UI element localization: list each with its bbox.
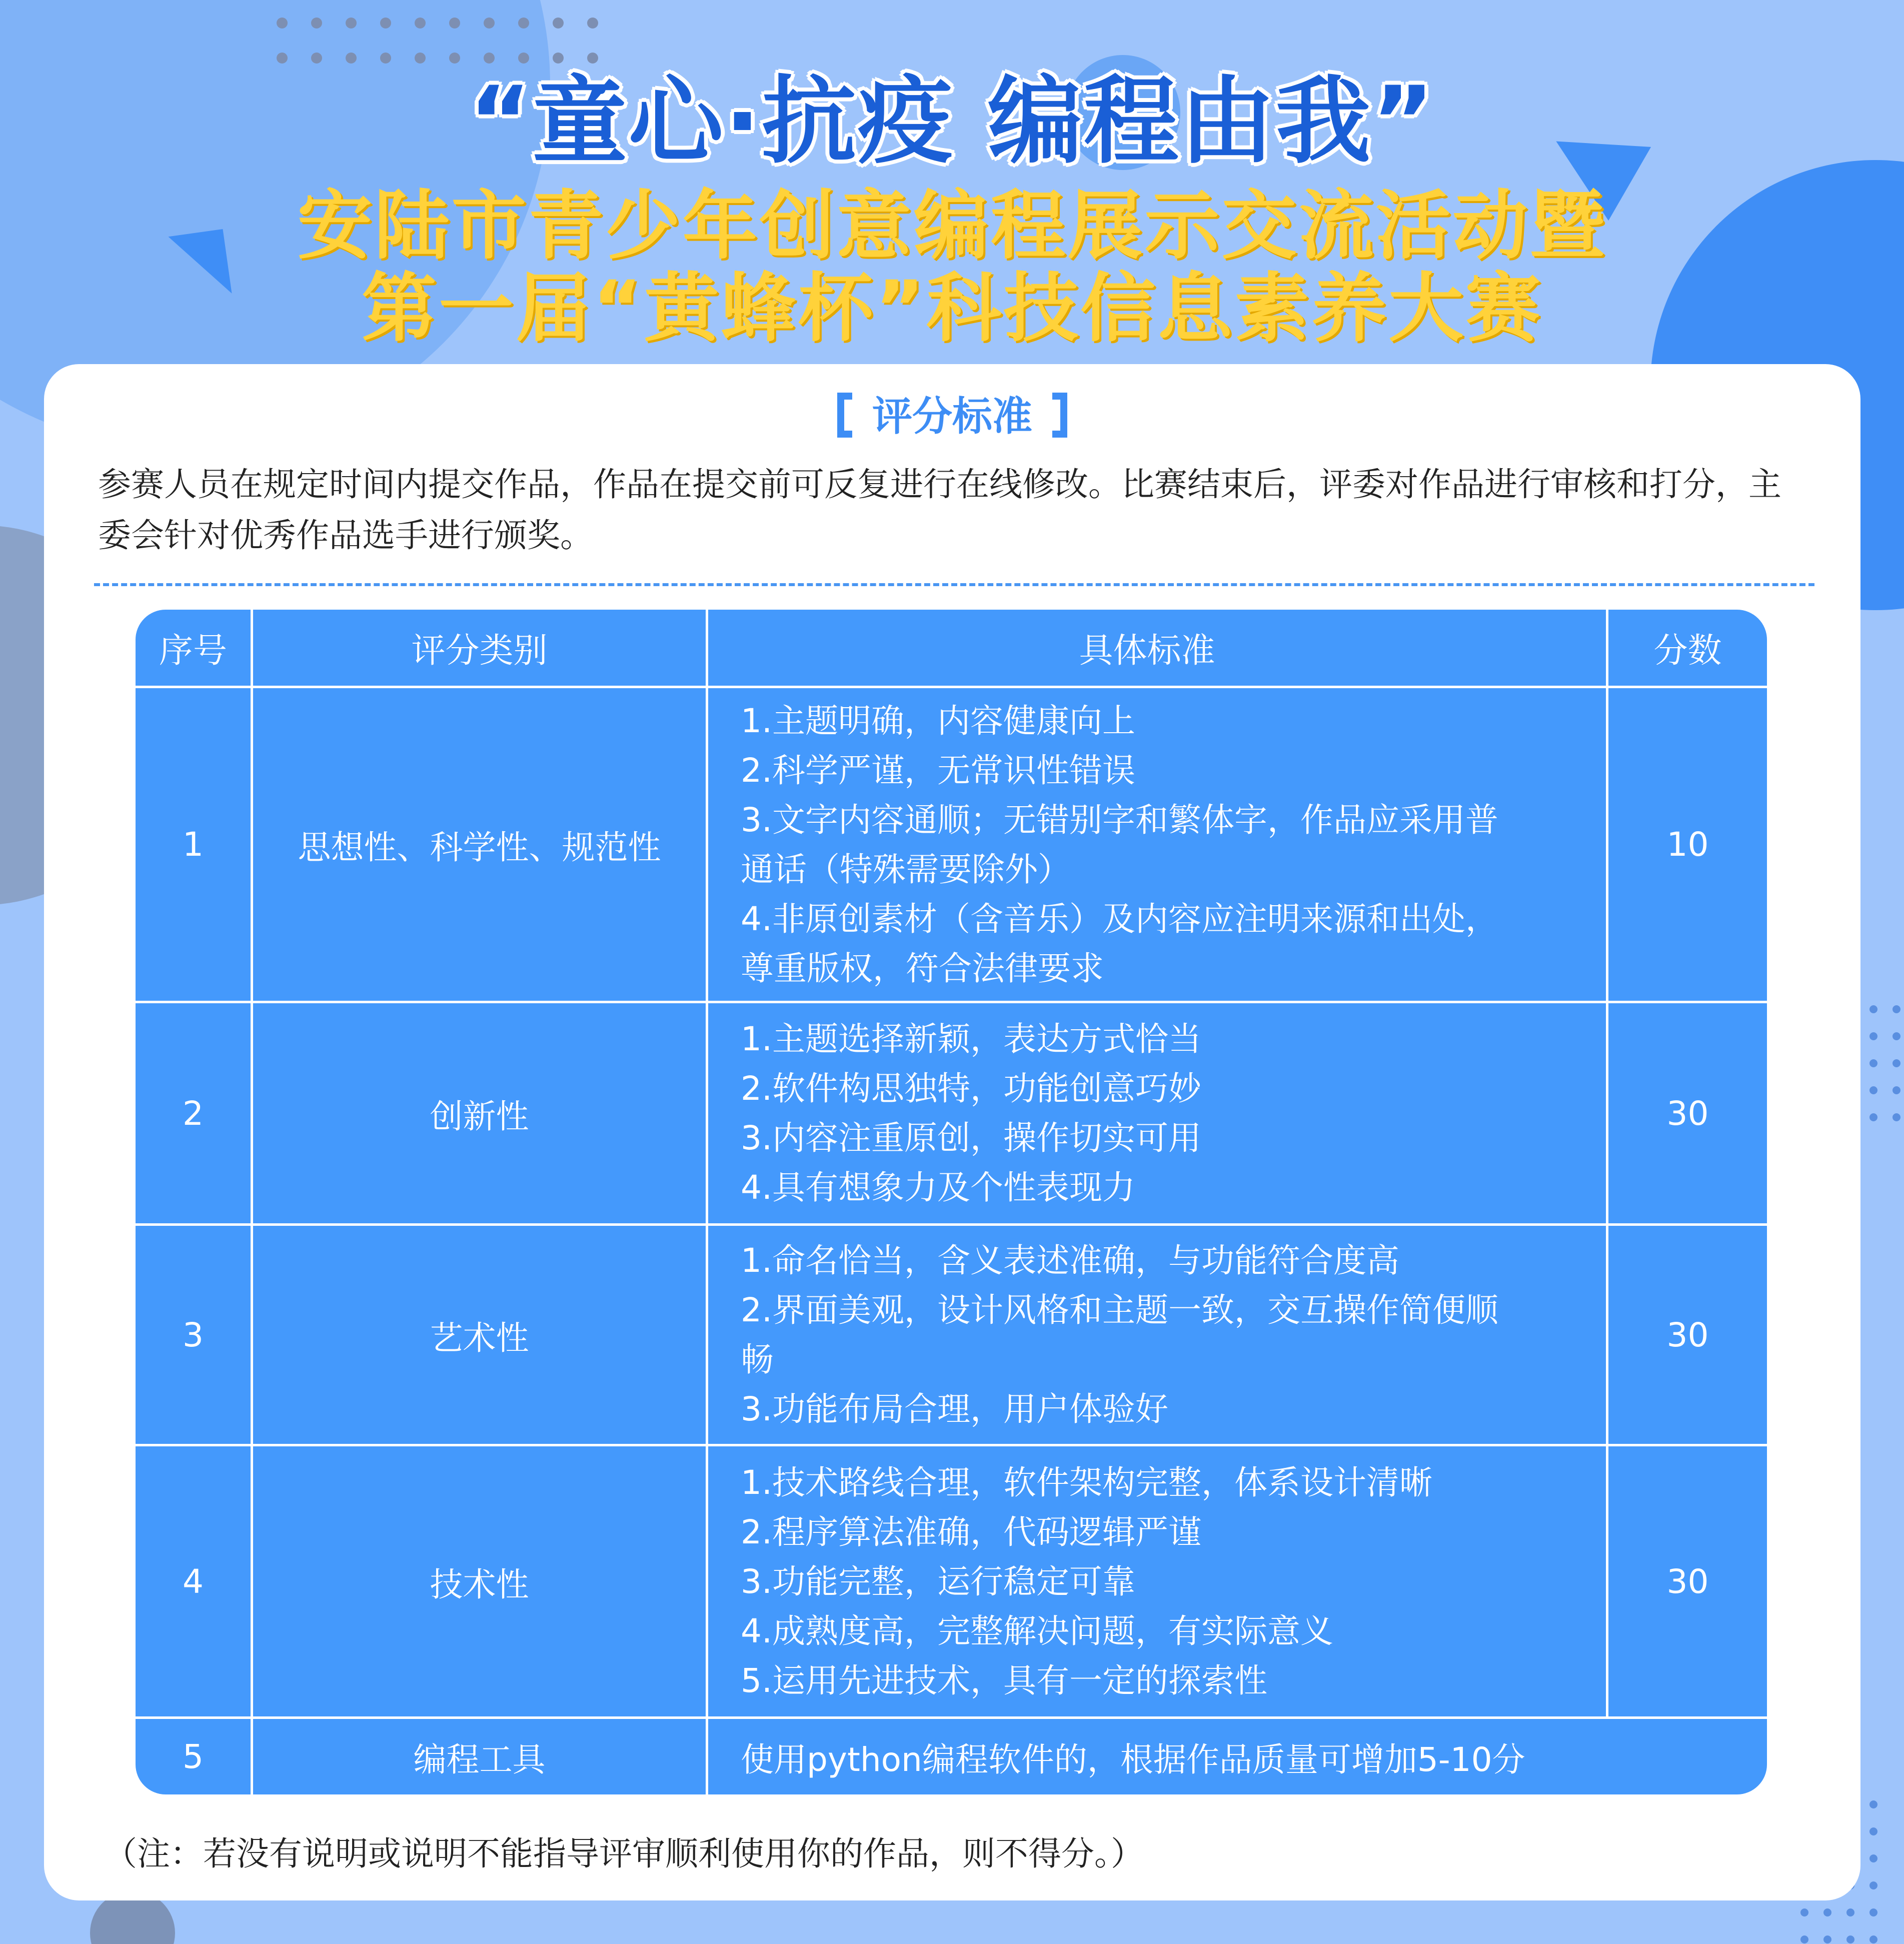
table-row — [136, 1003, 1767, 1226]
row-category: 创新性 — [253, 1003, 708, 1223]
row-category: 艺术性 — [253, 1226, 708, 1444]
criteria-line: 3.内容注重原创，操作切实可用 — [741, 1119, 1201, 1157]
decor-dot — [1892, 1005, 1900, 1013]
decor-dot-grid-right — [1869, 1005, 1900, 1121]
footnote: （注：若没有说明或说明不能指导评审顺利使用你的作品，则不得分。） — [104, 1834, 1144, 1873]
criteria-line: 4.具有想象力及个性表现力 — [741, 1168, 1135, 1207]
header-score: 分数 — [1653, 631, 1722, 671]
criteria-line: 1.技术路线合理，软件架构完整，体系设计清晰 — [741, 1463, 1432, 1502]
row-no: 5 — [136, 1719, 253, 1794]
decor-dot — [1869, 1059, 1877, 1067]
section-title-text: 评分标准 — [872, 393, 1032, 440]
criteria-line: 通话（特殊需要除外） — [741, 850, 1071, 889]
decor-dot — [1800, 1908, 1808, 1916]
decor-dot — [1869, 1800, 1877, 1808]
criteria-line: 2.软件构思独特，功能创意巧妙 — [741, 1069, 1201, 1108]
decor-dot — [1892, 1086, 1900, 1094]
row-criteria — [708, 1446, 1608, 1716]
row-criteria — [708, 688, 1608, 1001]
row-criteria — [708, 1003, 1608, 1223]
decor-dot — [1823, 1935, 1831, 1943]
criteria-line: 3.文字内容通顺；无错别字和繁体字，作品应采用普 — [741, 800, 1498, 839]
table-row — [136, 1226, 1767, 1446]
decor-dot — [1800, 1935, 1808, 1943]
slogan: “童心·抗疫 编程由我” — [469, 66, 1435, 177]
decor-dot — [1869, 1935, 1877, 1943]
decor-dot — [1869, 1827, 1877, 1835]
scoring-table — [136, 610, 1767, 1794]
title-line-2: 第一届“黄蜂杯”科技信息素养大赛 — [361, 265, 1543, 352]
decor-dot — [1846, 1908, 1854, 1916]
header-criteria: 具体标准 — [708, 610, 1608, 686]
row-score: 30 — [1666, 1315, 1709, 1354]
criteria-line: 2.程序算法准确，代码逻辑严谨 — [741, 1512, 1201, 1551]
content-card — [44, 364, 1860, 1900]
criteria-line: 4.非原创素材（含音乐）及内容应注明来源和出处， — [741, 899, 1498, 938]
decor-dot — [1846, 1935, 1854, 1943]
row-no: 4 — [136, 1446, 253, 1716]
decor-dot — [1892, 1032, 1900, 1040]
criteria-line: 1.主题选择新颖，表达方式恰当 — [741, 1020, 1201, 1058]
criteria-line: 5.运用先进技术，具有一定的探索性 — [741, 1661, 1267, 1700]
criteria-line: 2.科学严谨，无常识性错误 — [741, 751, 1135, 790]
header-category: 评分类别 — [253, 610, 708, 686]
row-criteria — [708, 1226, 1608, 1444]
criteria-line: 3.功能完整，运行稳定可靠 — [741, 1562, 1135, 1601]
row-score: 10 — [1666, 825, 1709, 864]
criteria-line: 4.成熟度高，完整解决问题，有实际意义 — [741, 1611, 1333, 1650]
row-no: 1 — [136, 688, 253, 1001]
table-header-row — [136, 610, 1767, 688]
row-no: 2 — [136, 1003, 253, 1223]
criteria-line: 1.命名恰当，含义表述准确，与功能符合度高 — [741, 1241, 1399, 1280]
decor-dot — [1869, 1908, 1877, 1916]
decor-dot — [1892, 1113, 1900, 1121]
decor-dot — [1869, 1113, 1877, 1121]
row-criteria: 使用python编程软件的，根据作品质量可增加5-10分 — [741, 1740, 1525, 1779]
left-bracket-icon — [837, 393, 852, 438]
criteria-line: 3.功能布局合理，用户体验好 — [741, 1390, 1168, 1428]
header-no: 序号 — [136, 610, 253, 686]
decor-dot — [1869, 1032, 1877, 1040]
row-score: 30 — [1666, 1094, 1709, 1133]
section-title — [44, 384, 1860, 442]
row-category: 技术性 — [253, 1446, 708, 1716]
criteria-line: 2.界面美观，设计风格和主题一致，交互操作简便顺 — [741, 1291, 1498, 1329]
table-row — [136, 1446, 1767, 1719]
decor-dot — [1869, 1086, 1877, 1094]
intro-paragraph: 参赛人员在规定时间内提交作品，作品在提交前可反复进行在线修改。比赛结束后，评委对作品进行审核和打分，主委会针对优秀作品选手进行颁奖。 — [98, 465, 1781, 555]
row-category: 思想性、科学性、规范性 — [253, 688, 708, 1001]
row-no: 3 — [136, 1226, 253, 1444]
title-line-1: 安陆市青少年创意编程展示交流活动暨 — [297, 183, 1607, 270]
table-row — [136, 688, 1767, 1003]
decor-dot — [1869, 1881, 1877, 1889]
row-category: 编程工具 — [253, 1719, 708, 1794]
criteria-line: 1.主题明确，内容健康向上 — [741, 701, 1135, 740]
row-score: 30 — [1666, 1562, 1709, 1601]
right-bracket-icon — [1052, 393, 1067, 438]
criteria-line: 尊重版权，符合法律要求 — [741, 949, 1104, 988]
decor-dot — [1869, 1854, 1877, 1862]
decor-dot — [1869, 1005, 1877, 1013]
poster-header — [0, 0, 1904, 360]
dashed-divider — [94, 583, 1814, 586]
criteria-line: 畅 — [741, 1340, 774, 1379]
table-row — [136, 1719, 1767, 1794]
decor-dot — [1823, 1908, 1831, 1916]
decor-dot — [1892, 1059, 1900, 1067]
